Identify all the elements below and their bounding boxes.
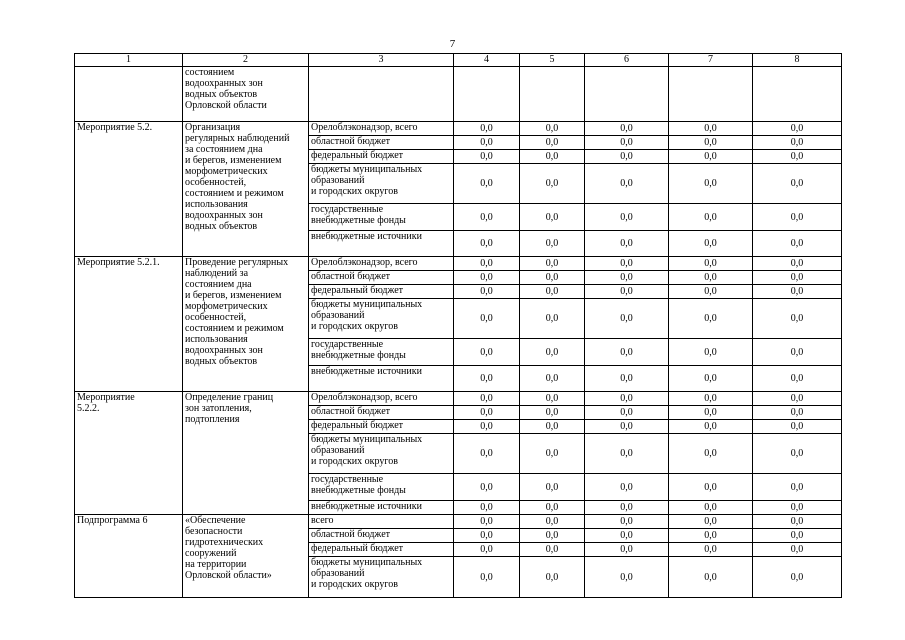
empty-cell (753, 67, 842, 122)
value-cell: 0,0 (669, 204, 753, 231)
value-cell: 0,0 (585, 501, 669, 515)
value-cell: 0,0 (669, 366, 753, 392)
funding-source-line: внебюджетные источники (311, 231, 422, 242)
desc-line: сооружений (185, 548, 237, 559)
measure-label-cell (75, 515, 183, 598)
value-cell: 0,0 (669, 339, 753, 366)
empty-cell (309, 67, 454, 122)
measure-label-cell (75, 122, 183, 257)
value-cell: 0,0 (669, 515, 753, 529)
table-row (75, 122, 842, 136)
desc-line: состоянием (185, 67, 235, 78)
value-cell: 0,0 (753, 366, 842, 392)
value-cell: 0,0 (520, 299, 585, 339)
value-cell: 0,0 (454, 150, 520, 164)
header-cell-5: 5 (520, 54, 585, 67)
funding-source-line: бюджеты муниципальных (311, 164, 423, 175)
funding-source-cell (309, 164, 454, 204)
value-cell: 0,0 (520, 164, 585, 204)
value-cell: 0,0 (753, 420, 842, 434)
value-cell: 0,0 (454, 392, 520, 406)
desc-line: гидротехнических (185, 537, 264, 548)
value-cell: 0,0 (753, 557, 842, 598)
funding-source-cell (309, 420, 454, 434)
measure-label-cell (75, 392, 183, 515)
value-cell: 0,0 (585, 557, 669, 598)
value-cell: 0,0 (454, 474, 520, 501)
page-number: 7 (449, 38, 456, 50)
value-cell: 0,0 (585, 339, 669, 366)
value-cell: 0,0 (585, 420, 669, 434)
desc-line: водных объектов (185, 221, 258, 232)
funding-source-cell (309, 204, 454, 231)
value-cell: 0,0 (585, 204, 669, 231)
desc-line: морфометрических (185, 166, 268, 177)
funding-source-cell (309, 271, 454, 285)
value-cell: 0,0 (520, 136, 585, 150)
funding-source-line: областной бюджет (311, 406, 391, 417)
value-cell: 0,0 (669, 420, 753, 434)
desc-line: использования (185, 199, 248, 210)
value-cell: 0,0 (669, 150, 753, 164)
value-cell: 0,0 (520, 366, 585, 392)
value-cell: 0,0 (753, 136, 842, 150)
funding-source-line: областной бюджет (311, 529, 391, 540)
desc-line: использования (185, 334, 248, 345)
measure-label-line: Мероприятие 5.2. (77, 122, 153, 133)
value-cell: 0,0 (585, 392, 669, 406)
value-cell: 0,0 (520, 285, 585, 299)
value-cell: 0,0 (520, 150, 585, 164)
funding-source-line: образований (311, 175, 365, 186)
desc-line: Организация (185, 122, 241, 133)
value-cell: 0,0 (669, 231, 753, 257)
value-cell: 0,0 (669, 434, 753, 474)
value-cell: 0,0 (585, 122, 669, 136)
value-cell: 0,0 (753, 299, 842, 339)
funding-source-cell (309, 434, 454, 474)
continuation-row (75, 67, 842, 122)
value-cell: 0,0 (753, 339, 842, 366)
desc-line: состоянием дна (185, 279, 252, 290)
table-row (75, 257, 842, 271)
funding-source-line: и городских округов (311, 456, 398, 467)
value-cell: 0,0 (753, 406, 842, 420)
empty-cell (669, 67, 753, 122)
funding-source-cell (309, 285, 454, 299)
value-cell: 0,0 (669, 529, 753, 543)
funding-source-line: образований (311, 445, 365, 456)
table-row (75, 392, 842, 406)
desc-line: на территории (185, 559, 247, 570)
value-cell: 0,0 (669, 299, 753, 339)
value-cell: 0,0 (520, 257, 585, 271)
empty-cell (585, 67, 669, 122)
value-cell: 0,0 (454, 299, 520, 339)
table-body (75, 54, 842, 598)
funding-source-cell (309, 339, 454, 366)
value-cell: 0,0 (585, 271, 669, 285)
value-cell: 0,0 (753, 515, 842, 529)
funding-source-line: внебюджетные фонды (311, 215, 406, 226)
value-cell: 0,0 (753, 122, 842, 136)
value-cell: 0,0 (753, 231, 842, 257)
value-cell: 0,0 (520, 434, 585, 474)
header-cell-8: 8 (753, 54, 842, 67)
funding-source-line: федеральный бюджет (311, 420, 404, 431)
value-cell: 0,0 (669, 501, 753, 515)
funding-source-line: Орелоблэконадзор, всего (311, 122, 418, 133)
value-cell: 0,0 (520, 501, 585, 515)
value-cell: 0,0 (753, 204, 842, 231)
funding-source-cell (309, 136, 454, 150)
funding-source-line: образований (311, 568, 365, 579)
value-cell: 0,0 (520, 271, 585, 285)
value-cell: 0,0 (585, 515, 669, 529)
measure-description-cell (183, 392, 309, 515)
desc-line: безопасности (185, 526, 243, 537)
value-cell: 0,0 (585, 164, 669, 204)
value-cell: 0,0 (454, 501, 520, 515)
value-cell: 0,0 (585, 366, 669, 392)
value-cell: 0,0 (585, 406, 669, 420)
value-cell: 0,0 (520, 515, 585, 529)
funding-source-cell (309, 150, 454, 164)
value-cell: 0,0 (454, 285, 520, 299)
value-cell: 0,0 (753, 164, 842, 204)
value-cell: 0,0 (454, 136, 520, 150)
measure-label-line: Мероприятие 5.2.1. (77, 257, 160, 268)
value-cell: 0,0 (585, 529, 669, 543)
value-cell: 0,0 (753, 529, 842, 543)
funding-source-cell (309, 501, 454, 515)
desc-line: водоохранных зон (185, 345, 263, 356)
funding-source-line: всего (311, 515, 334, 526)
value-cell: 0,0 (454, 557, 520, 598)
desc-line: регулярных наблюдений (185, 133, 290, 144)
value-cell: 0,0 (520, 557, 585, 598)
value-cell: 0,0 (669, 474, 753, 501)
header-cell-1: 1 (75, 54, 183, 67)
funding-source-line: Орелоблэконадзор, всего (311, 257, 418, 268)
value-cell: 0,0 (669, 257, 753, 271)
desc-line: зон затопления, (185, 403, 252, 414)
funding-source-cell (309, 366, 454, 392)
continuation-desc-cell (183, 67, 309, 122)
funding-source-line: и городских округов (311, 321, 398, 332)
value-cell: 0,0 (753, 392, 842, 406)
funding-source-line: государственные (311, 204, 384, 215)
desc-line: водных объектов (185, 356, 258, 367)
measure-label-cell (75, 257, 183, 392)
value-cell: 0,0 (669, 557, 753, 598)
funding-source-line: государственные (311, 474, 384, 485)
value-cell: 0,0 (669, 122, 753, 136)
value-cell: 0,0 (753, 501, 842, 515)
value-cell: 0,0 (669, 406, 753, 420)
funding-source-cell (309, 299, 454, 339)
funding-source-line: областной бюджет (311, 271, 391, 282)
funding-source-cell (309, 474, 454, 501)
value-cell: 0,0 (520, 406, 585, 420)
value-cell: 0,0 (669, 543, 753, 557)
continuation-label-cell (75, 67, 183, 122)
funding-source-cell (309, 557, 454, 598)
value-cell: 0,0 (454, 543, 520, 557)
empty-cell (520, 67, 585, 122)
value-cell: 0,0 (585, 257, 669, 271)
funding-source-cell (309, 392, 454, 406)
desc-line: морфометрических (185, 301, 268, 312)
desc-line: Орловской области (185, 100, 267, 111)
value-cell: 0,0 (669, 392, 753, 406)
value-cell: 0,0 (520, 420, 585, 434)
table-row (75, 515, 842, 529)
value-cell: 0,0 (669, 164, 753, 204)
funding-source-line: областной бюджет (311, 136, 391, 147)
value-cell: 0,0 (585, 543, 669, 557)
value-cell: 0,0 (520, 543, 585, 557)
funding-source-line: федеральный бюджет (311, 150, 404, 161)
funding-source-line: внебюджетные фонды (311, 350, 406, 361)
funding-source-line: образований (311, 310, 365, 321)
value-cell: 0,0 (585, 150, 669, 164)
value-cell: 0,0 (585, 434, 669, 474)
desc-line: Орловской области» (185, 570, 272, 581)
budget-table (74, 53, 842, 598)
funding-source-line: бюджеты муниципальных (311, 434, 423, 445)
funding-source-line: государственные (311, 339, 384, 350)
desc-line: состоянием и режимом (185, 188, 284, 199)
funding-source-cell (309, 231, 454, 257)
header-cell-3: 3 (309, 54, 454, 67)
funding-source-line: федеральный бюджет (311, 543, 404, 554)
value-cell: 0,0 (454, 406, 520, 420)
desc-line: водоохранных зон (185, 210, 263, 221)
value-cell: 0,0 (753, 434, 842, 474)
header-cell-4: 4 (454, 54, 520, 67)
funding-source-cell (309, 529, 454, 543)
funding-source-line: и городских округов (311, 579, 398, 590)
value-cell: 0,0 (520, 392, 585, 406)
desc-line: особенностей, (185, 312, 247, 323)
value-cell: 0,0 (753, 285, 842, 299)
measure-description-cell (183, 515, 309, 598)
value-cell: 0,0 (454, 271, 520, 285)
header-cell-7: 7 (669, 54, 753, 67)
desc-line: особенностей, (185, 177, 247, 188)
measure-description-cell (183, 257, 309, 392)
funding-source-cell (309, 515, 454, 529)
measure-description-cell (183, 122, 309, 257)
value-cell: 0,0 (454, 420, 520, 434)
desc-line: водных объектов (185, 89, 258, 100)
value-cell: 0,0 (585, 136, 669, 150)
value-cell: 0,0 (753, 257, 842, 271)
value-cell: 0,0 (753, 150, 842, 164)
funding-source-line: внебюджетные источники (311, 501, 422, 512)
value-cell: 0,0 (669, 136, 753, 150)
desc-line: Проведение регулярных (185, 257, 289, 268)
measure-label-line: Мероприятие (77, 392, 135, 403)
value-cell: 0,0 (520, 339, 585, 366)
value-cell: 0,0 (585, 474, 669, 501)
desc-line: Определение границ (185, 392, 274, 403)
funding-source-line: и городских округов (311, 186, 398, 197)
value-cell: 0,0 (520, 474, 585, 501)
desc-line: состоянием и режимом (185, 323, 284, 334)
value-cell: 0,0 (454, 515, 520, 529)
value-cell: 0,0 (753, 474, 842, 501)
value-cell: 0,0 (520, 231, 585, 257)
value-cell: 0,0 (454, 434, 520, 474)
desc-line: и берегов, изменением (185, 290, 282, 301)
funding-source-line: бюджеты муниципальных (311, 299, 423, 310)
value-cell: 0,0 (454, 122, 520, 136)
value-cell: 0,0 (585, 285, 669, 299)
header-cell-2: 2 (183, 54, 309, 67)
header-row (75, 54, 842, 67)
funding-source-cell (309, 122, 454, 136)
header-cell-6: 6 (585, 54, 669, 67)
value-cell: 0,0 (753, 271, 842, 285)
value-cell: 0,0 (520, 122, 585, 136)
funding-source-line: бюджеты муниципальных (311, 557, 423, 568)
value-cell: 0,0 (454, 231, 520, 257)
funding-source-cell (309, 406, 454, 420)
desc-line: за состоянием дна (185, 144, 263, 155)
funding-source-line: федеральный бюджет (311, 285, 404, 296)
value-cell: 0,0 (520, 204, 585, 231)
value-cell: 0,0 (585, 231, 669, 257)
desc-line: водоохранных зон (185, 78, 263, 89)
desc-line: «Обеспечение (185, 515, 246, 526)
desc-line: подтопления (185, 414, 240, 425)
value-cell: 0,0 (669, 285, 753, 299)
measure-label-line: 5.2.2. (77, 403, 100, 414)
value-cell: 0,0 (454, 366, 520, 392)
value-cell: 0,0 (454, 164, 520, 204)
funding-source-line: Орелоблэконадзор, всего (311, 392, 418, 403)
funding-source-line: внебюджетные фонды (311, 485, 406, 496)
value-cell: 0,0 (454, 257, 520, 271)
desc-line: наблюдений за (185, 268, 249, 279)
funding-source-cell (309, 543, 454, 557)
value-cell: 0,0 (585, 299, 669, 339)
value-cell: 0,0 (520, 529, 585, 543)
value-cell: 0,0 (454, 529, 520, 543)
empty-cell (454, 67, 520, 122)
funding-source-cell (309, 257, 454, 271)
value-cell: 0,0 (753, 543, 842, 557)
value-cell: 0,0 (454, 204, 520, 231)
value-cell: 0,0 (454, 339, 520, 366)
value-cell: 0,0 (669, 271, 753, 285)
desc-line: и берегов, изменением (185, 155, 282, 166)
measure-label-line: Подпрограмма 6 (77, 515, 148, 526)
funding-source-line: внебюджетные источники (311, 366, 422, 377)
